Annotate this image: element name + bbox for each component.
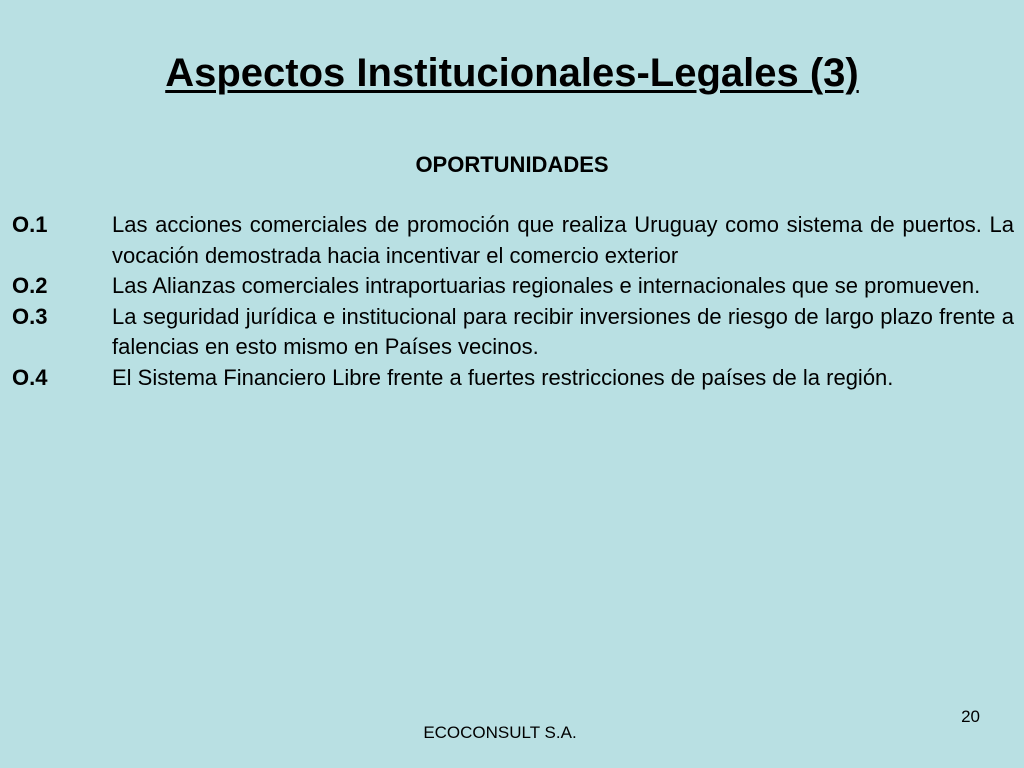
slide-title: Aspectos Institucionales-Legales (3) — [165, 51, 859, 95]
item-text: El Sistema Financiero Libre frente a fuertes restricciones de países de la región. — [112, 364, 894, 390]
section-heading: OPORTUNIDADES — [415, 152, 609, 177]
list-item — [12, 363, 1014, 394]
item-code: O.1 — [12, 212, 48, 237]
item-code: O.2 — [12, 273, 48, 298]
item-text: Las acciones comerciales de promoción que realiza Uruguay como sistema de puertos. La vocación demostrada hacia incentivar el comercio exterior — [112, 212, 1014, 268]
item-code: O.3 — [12, 303, 48, 329]
item-code: O.4 — [12, 364, 48, 390]
page-number: 20 — [961, 707, 980, 726]
item-text: Las Alianzas comerciales intraportuarias regionales e internacionales que se promueven. — [112, 273, 981, 298]
item-text: La seguridad jurídica e institucional para recibir inversiones de riesgo de largo plazo frente a falencias en esto mismo en Países vecinos. — [112, 303, 1014, 359]
list-item — [12, 271, 1014, 302]
opportunities-list — [12, 210, 1014, 393]
list-item — [12, 210, 1014, 271]
list-item — [12, 302, 1014, 363]
footer-company: ECOCONSULT S.A. — [423, 723, 577, 742]
